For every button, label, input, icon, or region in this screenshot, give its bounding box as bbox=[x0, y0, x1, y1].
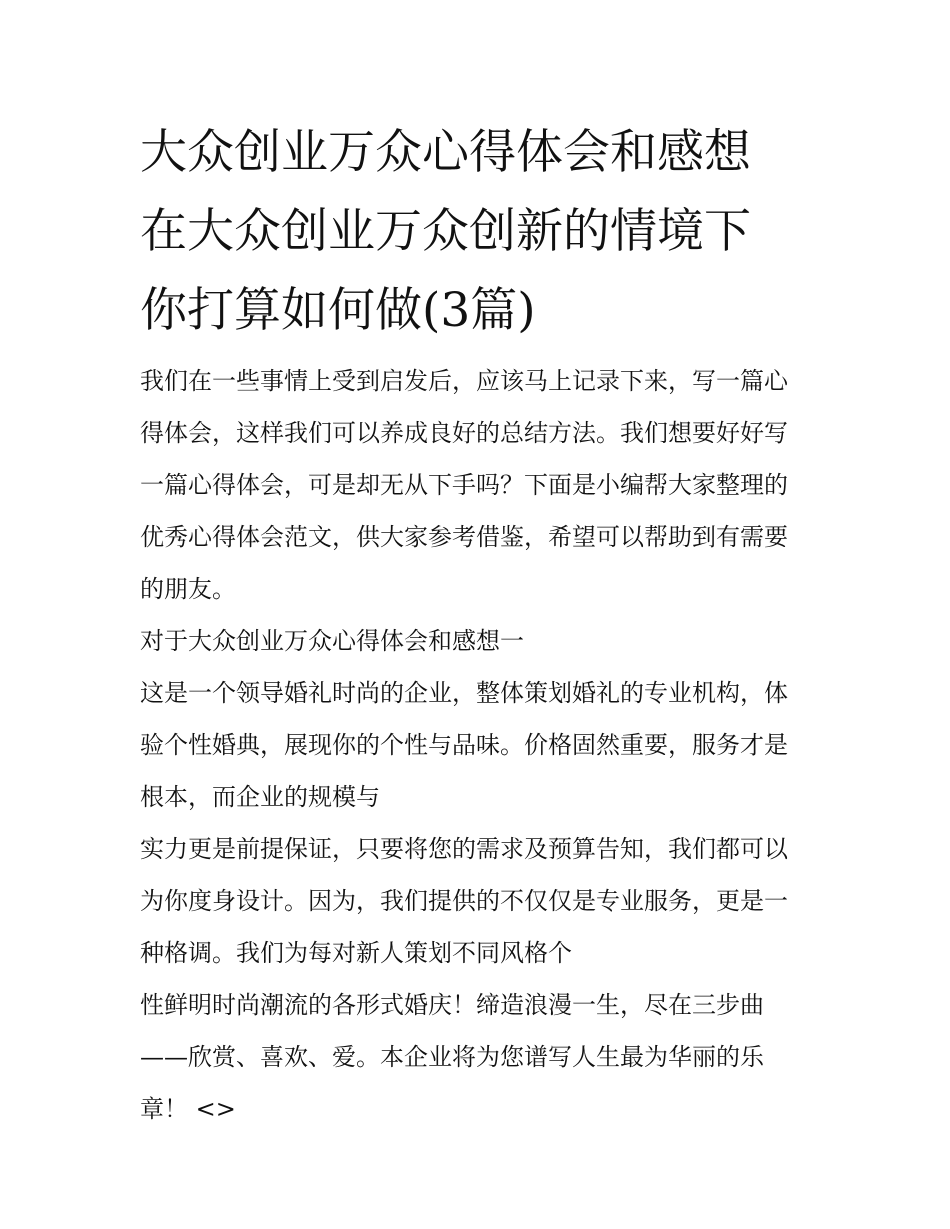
title-line: 你打算如何做(3篇) bbox=[140, 283, 536, 338]
text-line: 优秀心得体会范文，供大家参考借鉴，希望可以帮助到有需要 bbox=[140, 523, 788, 551]
text-line: 实力更是前提保证，只要将您的需求及预算告知，我们都可以 bbox=[140, 835, 788, 863]
body-paragraph bbox=[140, 979, 820, 1135]
text-line: 一篇心得体会，可是却无从下手吗？下面是小编帮大家整理的 bbox=[140, 471, 788, 499]
text-line: 得体会，这样我们可以养成良好的总结方法。我们想要好好写 bbox=[140, 419, 788, 447]
text-line: 验个性婚典，展现你的个性与品味。价格固然重要，服务才是 bbox=[140, 731, 788, 759]
body-paragraph bbox=[140, 823, 820, 979]
text-line: 章！ <> bbox=[140, 1095, 236, 1123]
text-line: 种格调。我们为每对新人策划不同风格个 bbox=[140, 939, 572, 967]
document-title bbox=[140, 113, 820, 350]
text-line: 的朋友。 bbox=[140, 575, 236, 603]
text-line: ——欣赏、喜欢、爱。本企业将为您谱写人生最为华丽的乐 bbox=[140, 1043, 764, 1071]
text-line: 我们在一些事情上受到启发后，应该马上记录下来，写一篇心 bbox=[140, 367, 788, 395]
document-body bbox=[140, 355, 820, 1135]
text-line: 对于大众创业万众心得体会和感想一 bbox=[140, 627, 524, 655]
text-line: 性鲜明时尚潮流的各形式婚庆！缔造浪漫一生，尽在三步曲 bbox=[140, 991, 764, 1019]
title-line: 大众创业万众心得体会和感想 bbox=[140, 125, 751, 180]
title-line: 在大众创业万众创新的情境下 bbox=[140, 204, 751, 259]
body-paragraph bbox=[140, 667, 820, 823]
text-line: 根本，而企业的规模与 bbox=[140, 783, 380, 811]
intro-paragraph bbox=[140, 355, 820, 615]
section-heading bbox=[140, 615, 820, 667]
text-line: 这是一个领导婚礼时尚的企业，整体策划婚礼的专业机构，体 bbox=[140, 679, 788, 707]
text-line: 为你度身设计。因为，我们提供的不仅仅是专业服务，更是一 bbox=[140, 887, 788, 915]
